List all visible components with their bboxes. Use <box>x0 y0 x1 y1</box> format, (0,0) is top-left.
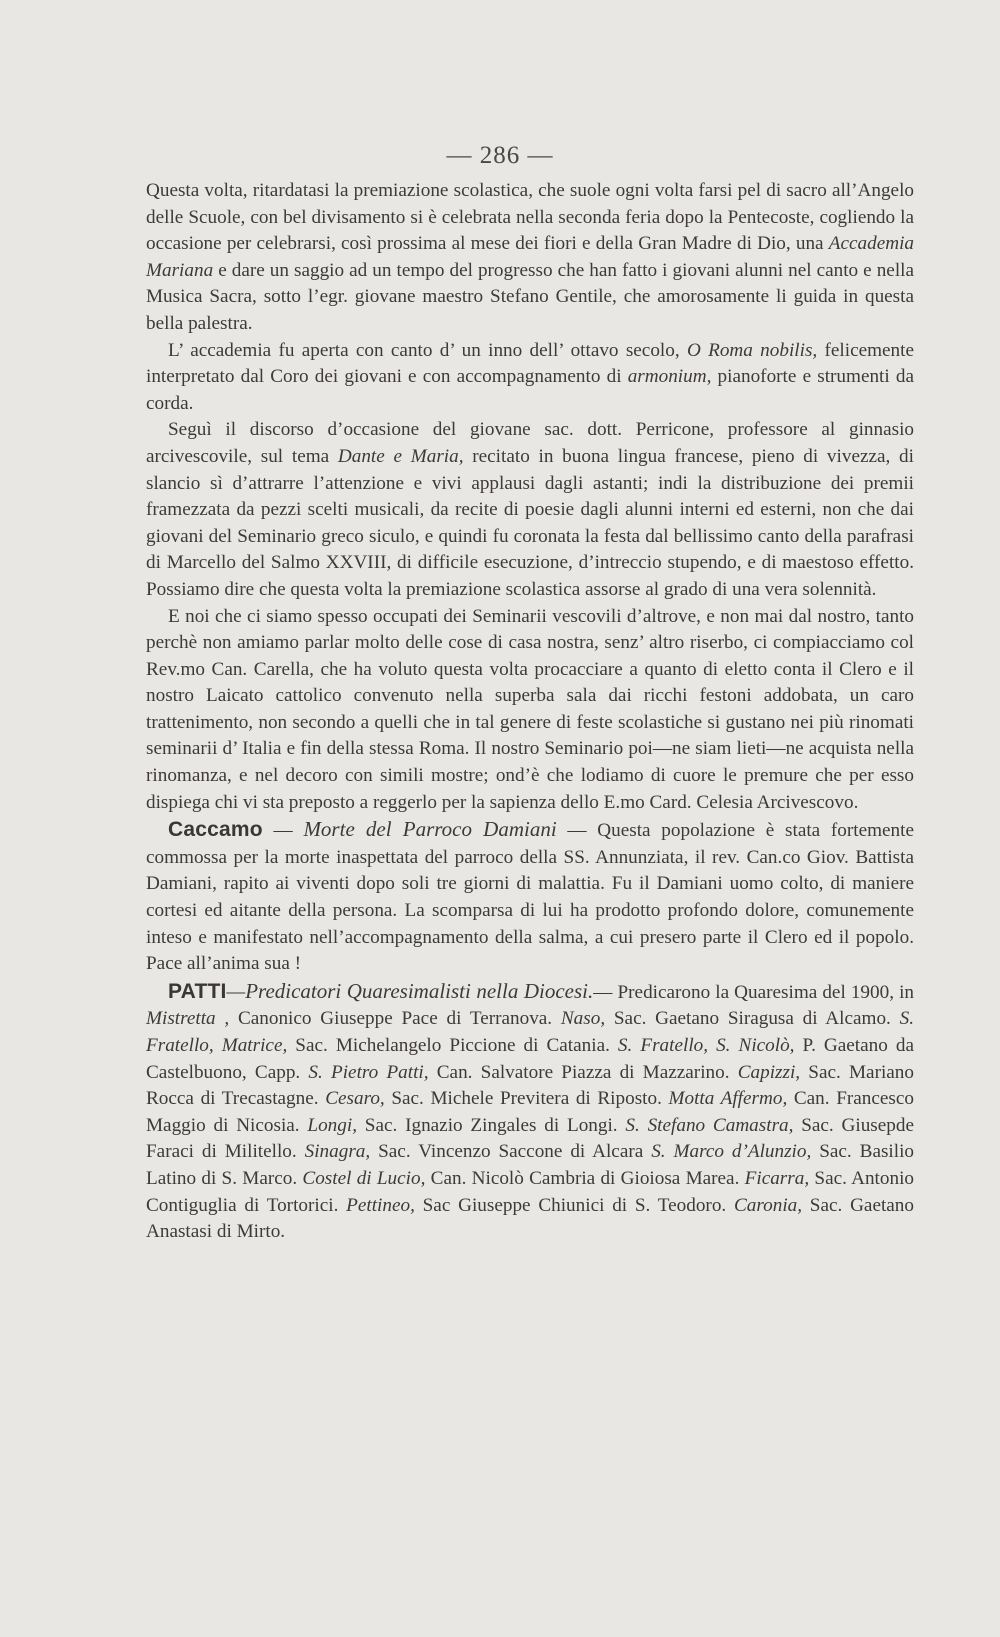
text-run: — Predicarono la Quaresima del 1900, in <box>593 981 914 1003</box>
section-title-patti: —Predicatori Quaresimalisti nella Diocesi. <box>226 978 594 1003</box>
preacher-location: S. Marco d’Alunzio, <box>651 1141 812 1163</box>
preacher-location: Ficarra, <box>744 1167 810 1189</box>
preacher-name: Sac. Ignazio Zingales di Longi. <box>357 1114 626 1136</box>
preacher-name: Canonico Giuseppe Pace di Terranova. <box>229 1008 561 1030</box>
italic-text: O Roma nobilis, <box>686 339 818 361</box>
preacher-name: Sac. Michele Previtera di Riposto. <box>384 1088 669 1110</box>
preacher-name: Sac. Basilio Latino di S. Marco. <box>146 1141 915 1189</box>
italic-text: Dante e Maria, <box>337 445 464 467</box>
section-heading-patti: PATTI <box>168 979 227 1003</box>
preacher-location: S. Stefano Camastra, <box>625 1114 794 1136</box>
preacher-location: S. Fratello, Matrice, <box>146 1008 914 1056</box>
italic-text: armonium, <box>627 366 712 388</box>
text-run: felicemente interpretato dal Coro dei giovani e con accompagnamento di <box>146 339 915 388</box>
preacher-location: S. Fratello, S. Nicolò, <box>617 1035 795 1056</box>
italic-text: Accademia Mariana <box>146 233 914 281</box>
preacher-name: Can. Salvatore Piazza di Mazzarino. <box>428 1061 738 1083</box>
preacher-name: Sac. Antonio Contiguglia di Tortorici. <box>146 1167 914 1216</box>
preacher-name: Sac. Gaetano Siragusa di Alcamo. <box>605 1008 900 1030</box>
preacher-name: Sac. Vincenzo Saccone di Alcara <box>370 1141 652 1163</box>
paragraph-patti <box>146 978 914 1246</box>
text-run: — <box>262 820 304 842</box>
preacher-location: Naso, <box>560 1008 606 1030</box>
preacher-name: Sac. Mariano Rocca di Trecastagne. <box>146 1061 914 1110</box>
preacher-location: Longi, <box>307 1114 357 1136</box>
section-heading-caccamo: Caccamo <box>168 818 263 842</box>
paragraph-seminario: E noi che ci siamo spesso occupati dei Seminarii vescovili d’altrove, e non mai dal nostro, tanto perchè non amiamo parlar molto delle cose di casa nostra, senz’ altro riserbo, ci compiacciamo col Rev.mo Can. Carella, che ha voluto questa volta procacciare a quanto di eletto conta il Clero e il nostro Laicato cattolico convenuto nella superba sala dai ricchi festoni addobata, un caro trattenimento, non secondo a quelli che in tal genere di feste scolastiche si gustano nei più rinomati seminarii d’ Italia e fin della stessa Roma. Il nostro Seminario poi—ne siam lieti—ne acquista nella rinomanza, e nel decoro con simili mostre; ond’è che lodiamo di cuore le premure che per esso dispiega chi vi sta preposto a reggerlo per la sapienza dello E.mo Card. Celesia Arcivescovo. <box>146 605 914 813</box>
preacher-name: Sac. Michelangelo Piccione di Catania. <box>287 1035 618 1056</box>
paragraph-discorso <box>146 417 914 603</box>
paragraph-caccamo <box>146 816 914 978</box>
page-number: — 286 — <box>446 142 554 169</box>
preacher-name: Can. Francesco Maggio di Nicosia. <box>146 1088 914 1136</box>
preacher-location: Mistretta , <box>146 1008 230 1030</box>
preacher-list <box>146 1008 914 1242</box>
text-run: Questa volta, ritardatasi la premiazione scolastica, che suole ogni volta farsi pel di sacro all’Angelo delle Scuole, con bel divisamento si è celebrata nella seconda feria dopo la Pentecoste, cogliendo la occasione per celebrarsi, così prossima al mese dei fiori e della Gran Madre di Dio, una <box>146 180 914 255</box>
section-title-caccamo: Morte del Parroco Damiani <box>303 817 557 842</box>
preacher-location: Sinagra, <box>304 1141 371 1163</box>
preacher-name: Sac Giuseppe Chiunici di S. Teodoro. <box>414 1194 734 1216</box>
preacher-location: Motta Affermo, <box>668 1088 788 1110</box>
preacher-name: Can. Nicolò Cambria di Gioiosa Marea. <box>425 1167 745 1189</box>
article-body <box>146 178 914 1246</box>
paragraph-premiazione <box>146 178 914 338</box>
text-run: pianoforte e strumenti da corda. <box>146 366 914 414</box>
preacher-location: S. Pietro Patti, <box>308 1061 429 1083</box>
text-run: recitato in buona lingua francese, pieno di vivezza, di slancio sì d’attrarre l’attenzione e vivi applausi dagli astanti; indi la distribuzione dei premii framezzata da pezzi scelti musicali, da recite di poesie dagli alunni interni ed esterni, non che dai giovani del Seminario greco siculo, e quindi fu coronata la festa dal bellissimo canto della parafrasi di Marcello del Salmo XXVIII, di difficile esecuzione, d’intreccio stupendo, e di maestoso effetto. Possiamo dire che questa volta la premiazione scolastica assorse al grado di una vera solennità. <box>146 445 914 600</box>
text-run: Seguì il discorso d’occasione del giovane sac. dott. Perricone, professore al ginnasio arcivescovile, sul tema <box>146 419 914 467</box>
paragraph-accademia <box>146 338 914 418</box>
preacher-name: Sac. Giusepde Faraci di Militello. <box>146 1114 914 1163</box>
preacher-location: Capizzi, <box>737 1061 801 1083</box>
text-run: — Questa popolazione è stata fortemente commossa per la morte inaspettata del parroco della SS. Annunziata, il rev. Can.co Giov. Battista Damiani, rapito ai viventi dopo soli tre giorni di malattia. Fu il Damiani uomo colto, di maniere cortesi ed aitante della persona. La scomparsa di lui ha prodotto profondo dolore, comunemente inteso e manifestato nell’accompagnamento della salma, a cui presero parte il Clero ed il popolo. Pace all’anima sua ! <box>146 820 914 975</box>
preacher-location: Pettineo, <box>346 1194 415 1216</box>
preacher-location: Costel di Lucio, <box>302 1167 426 1189</box>
preacher-location: Caronia, <box>733 1194 803 1216</box>
preacher-name: Sac. Gaetano Anastasi di Mirto. <box>146 1194 914 1243</box>
text-run: e dare un saggio ad un tempo del progresso che han fatto i giovani alunni nel canto e nella Musica Sacra, sotto l’egr. giovane maestro Stefano Gentile, che amorosamente li guida in questa bella palestra. <box>146 259 914 334</box>
text-run: L’ accademia fu aperta con canto d’ un inno dell’ ottavo secolo, <box>168 339 687 361</box>
preacher-name: P. Gaetano da Castelbuono, Capp. <box>146 1035 914 1083</box>
preacher-location: Cesaro, <box>325 1088 385 1110</box>
